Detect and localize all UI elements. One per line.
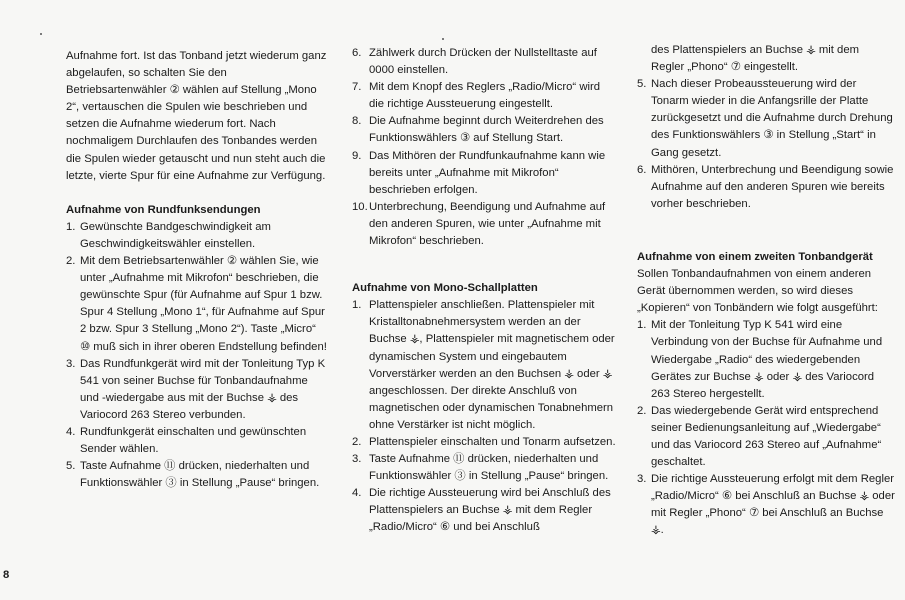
list-item: 9. Das Mithören der Rundfunkaufnahme kann wie bereits unter „Aufnahme mit Mikrofon“ beschrieben erfolgen.	[352, 149, 606, 196]
column-right	[637, 42, 895, 540]
column-left	[66, 48, 328, 492]
list-item: 3. Taste Aufnahme ⑪ drücken, niederhalten und Funktionswähler ③ in Stellung „Pause“ bringen.	[352, 453, 609, 483]
section-heading-records: Aufnahme von Mono-Schallplatten	[352, 282, 538, 295]
list-item: 1. Gewünschte Bandgeschwindigkeit am Geschwindigkeitswähler einstellen.	[66, 220, 271, 250]
steps-list-radio	[66, 219, 328, 493]
list-item: 10. Unterbrechung, Beendigung und Aufnahme auf den anderen Spuren, wie unter „Aufnahme mit Mikrofon“ beschrieben.	[352, 200, 606, 248]
steps-list-records	[352, 297, 616, 536]
section-heading-radio: Aufnahme von Rundfunksendungen	[66, 203, 261, 216]
list-item: 8. Die Aufnahme beginnt durch Weiterdrehen des Funktionswählers ③ auf Stellung Start.	[352, 115, 604, 145]
list-item: 6. Zählwerk durch Drücken der Nullstelltaste auf 0000 einstellen.	[352, 47, 597, 77]
list-item: 5. Nach dieser Probeaussteuerung wird der Tonarm wieder in die Anfangsrille der Platte zurückgesetzt und die Aufnahme durch Drehung des Funktionswählers ③ in Stellung „Start“ in Gang gesetzt.	[637, 78, 893, 159]
page-number: 8	[3, 569, 10, 581]
list-item: 3. Das Rundfunkgerät wird mit der Tonleitung Typ K 541 von seiner Buchse für Tonbandaufnahme und -wiedergabe aus mit der Buchse ⚶ des Variocord 263 Stereo verbunden.	[66, 357, 326, 421]
list-item: 2. Plattenspieler einschalten und Tonarm aufsetzen.	[352, 435, 616, 448]
paragraph-continuation: des Plattenspielers an Buchse ⚶ mit dem Regler „Phono“ ⑦ eingestellt.	[651, 44, 860, 74]
list-item: 1. Mit der Tonleitung Typ K 541 wird eine Verbindung von der Buchse für Aufnahme und Wiedergabe „Radio“ des wiedergebenden Gerätes zur Buchse ⚶ oder ⚶ des Variocord 263 Stereo hergestellt.	[637, 319, 883, 400]
list-item: 5. Taste Aufnahme ⑪ drücken, niederhalten und Funktionswähler ③ in Stellung „Pause“ bringen.	[66, 460, 320, 490]
list-item: 2. Das wiedergebende Gerät wird entsprechend seiner Bedienungsanleitung auf „Wiedergabe“ und das Variocord 263 Stereo auf „Aufnahme“ geschaltet.	[637, 404, 882, 469]
steps-list-second-recorder	[637, 317, 895, 539]
paragraph-intro: Sollen Tonbandaufnahmen von einem anderen Gerät übernommen werden, so wird dieses „Kopieren“ von Tonbändern wie folgt ausgeführt:	[637, 268, 878, 315]
speck-dot	[442, 38, 444, 40]
list-item: 3. Die richtige Aussteuerung erfolgt mit dem Regler „Radio/Micro“ ⑥ bei Anschluß an Buchse ⚶ oder mit Regler „Phono“ ⑦ bei Anschluß an Buchse ⚶.	[637, 473, 895, 537]
list-item: 4. Rundfunkgerät einschalten und gewünschten Sender wählen.	[66, 425, 307, 456]
section-heading-second-recorder: Aufnahme von einem zweiten Tonbandgerät	[637, 250, 873, 263]
list-item: 6. Mithören, Unterbrechung und Beendigung sowie Aufnahme auf den anderen Spuren wie bereits vorher beschrieben.	[637, 163, 894, 210]
steps-list-radio-continued	[352, 45, 616, 250]
list-item: 4. Die richtige Aussteuerung wird bei Anschluß des Plattenspielers an Buchse ⚶ mit dem Regler „Radio/Micro“ ⑥ und bei Anschluß	[352, 487, 611, 534]
paragraph-continuation: Aufnahme fort. Ist das Tonband jetzt wiederum ganz abgelaufen, so schalten Sie den Betriebsartenwähler ② wählen auf Stellung „Mono 2“, vertauschen die Spulen wie beschrieben und setzen die Aufnahme wiederum fort. Nach nochmaligem Durchlaufen des Tonbandes werden die Spulen wieder getauscht und nun steht auch die letzte, vierte Spur für eine Aufnahme zur Verfügung.	[66, 50, 327, 182]
steps-list-records-continued	[637, 76, 895, 213]
list-item: 1. Plattenspieler anschließen. Plattenspieler mit Kristalltonabnehmersystem werden an der Buchse ⚶, Plattenspieler mit magnetischem oder dynamischen System und eingebautem Vorverstärker werden an den Buchsen ⚶ oder ⚶ angeschlossen. Der direkte Anschluß von magnetischen oder dynamischen Tonabnehmern ohne Verstärker ist nicht möglich.	[352, 299, 615, 431]
list-item: 7. Mit dem Knopf des Reglers „Radio/Micro“ wird die richtige Aussteuerung eingestellt.	[352, 81, 601, 111]
speck-dot	[40, 33, 42, 35]
list-item: 2. Mit dem Betriebsartenwähler ② wählen Sie, wie unter „Aufnahme mit Mikrofon“ beschrieben, die gewünschte Spur (für Aufnahme auf Spur 1 bzw. Spur 4 Stellung „Mono 1“, für Aufnahme auf Spur 2 bzw. Spur 3 Stellung „Mono 2“). Taste „Micro“ ⑩ muß sich in ihrer oberen Endstellung befinden!	[66, 255, 327, 353]
column-middle	[352, 45, 616, 537]
